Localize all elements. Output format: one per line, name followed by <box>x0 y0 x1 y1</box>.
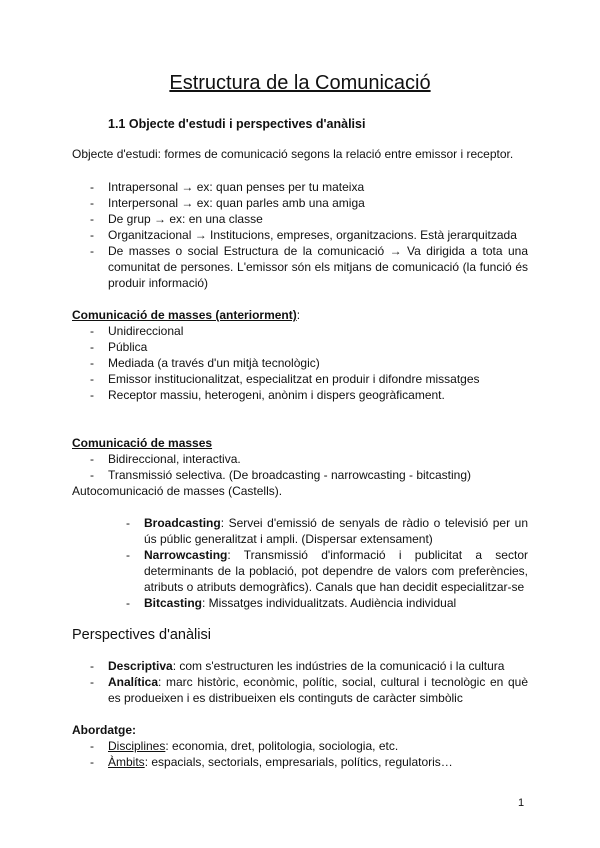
ambits-line <box>108 755 453 769</box>
broadcasting-line <box>144 516 528 530</box>
bullet-dash: - <box>90 356 94 370</box>
term-broadcasting: Broadcasting <box>144 516 221 530</box>
descriptiva-line <box>108 659 504 673</box>
heading-masses-anterior <box>72 308 300 322</box>
page-number: 1 <box>518 797 525 809</box>
ambits-def: : espacials, sectorials, empresarials, polítics, regulatoris… <box>144 755 453 769</box>
narrowcasting-def: : Transmissió d'informació i publicitat a sector <box>227 548 528 562</box>
bullet-dash: - <box>90 675 94 689</box>
narrowcasting-line: atributs o atributs demogràfics). Canals que han decidit especialitzar-se <box>144 580 525 594</box>
list-item: Mediada (a través d'un mitjà tecnològic) <box>108 356 320 370</box>
bullet-dash: - <box>90 755 94 769</box>
list-item: Unidireccional <box>108 324 184 338</box>
list-item: Transmissió selectiva. (De broadcasting - narrowcasting - bitcasting) <box>108 468 472 482</box>
list-item-line: De masses o social Estructura de la comunicació → Va dirigida a tota una <box>108 244 528 258</box>
term-disciplines: Disciplines <box>108 739 166 753</box>
term-analitica: Analítica <box>108 675 159 689</box>
list-item: Intrapersonal → ex: quan penses per tu mateixa <box>108 180 365 194</box>
list-item: Receptor massiu, heterogeni, anònim i dispers geogràficament. <box>108 388 445 402</box>
list-item-line: produir informació) <box>108 276 209 290</box>
term-narrowcasting: Narrowcasting <box>144 548 228 562</box>
list-item: Organitzacional → Institucions, empreses, organitzacions. Està jerarquitzada <box>108 228 517 242</box>
narrowcasting-line <box>144 548 528 562</box>
heading-abordatge: Abordatge: <box>72 723 136 737</box>
disciplines-line <box>108 739 398 753</box>
analitica-def: : marc històric, econòmic, polític, social, cultural i tecnològic en què <box>158 675 528 689</box>
bullet-dash: - <box>90 468 94 482</box>
list-item: Pública <box>108 340 148 354</box>
narrowcasting-line: determinants de la població, pot dependre de valors com preferències, <box>144 564 528 578</box>
bullet-dash: - <box>90 388 94 402</box>
bullet-dash: - <box>90 659 94 673</box>
objecte-text: Objecte d'estudi: formes de comunicació segons la relació entre emissor i receptor. <box>72 147 514 161</box>
bullet-dash: - <box>90 228 94 242</box>
bullet-dash: - <box>90 372 94 386</box>
heading-perspectives: Perspectives d'anàlisi <box>72 627 211 643</box>
bullet-dash: - <box>90 180 94 194</box>
bitcasting-def: : Missatges individualitzats. Audiència individual <box>202 596 457 610</box>
bitcasting-line <box>144 596 456 610</box>
document-title: Estructura de la Comunicació <box>169 72 431 94</box>
term-ambits: Àmbits <box>108 755 145 769</box>
broadcasting-def: : Servei d'emissió de senyals de ràdio o televisió per un <box>220 516 528 530</box>
list-item: De grup → ex: en una classe <box>108 212 263 226</box>
heading-suffix: : <box>296 308 301 322</box>
analitica-line <box>108 675 528 689</box>
list-item: Emissor institucionalitzat, especialitzat en produir i difondre missatges <box>108 372 480 386</box>
descriptiva-def: : com s'estructuren les indústries de la comunicació i la cultura <box>172 659 505 673</box>
list-item: Interpersonal → ex: quan parles amb una amiga <box>108 196 365 210</box>
bullet-dash: - <box>90 244 94 258</box>
bullet-dash: - <box>126 516 130 530</box>
bullet-dash: - <box>90 212 94 226</box>
broadcasting-line: ús públic generalitzat i ampli. (Dispersar extensament) <box>144 532 433 546</box>
list-item-line: comunitat de persones. L'emissor són els mitjans de comunicació (la funció és <box>108 260 528 274</box>
term-descriptiva: Descriptiva <box>108 659 173 673</box>
autocomunicacio-text: Autocomunicació de masses (Castells). <box>72 484 283 498</box>
bullet-dash: - <box>126 548 130 562</box>
bullet-dash: - <box>90 196 94 210</box>
heading-masses-actual: Comunicació de masses <box>72 436 213 450</box>
bullet-dash: - <box>126 596 130 610</box>
disciplines-def: : economia, dret, politologia, sociologia, etc. <box>165 739 399 753</box>
section-heading-1-1: 1.1 Objecte d'estudi i perspectives d'anàlisi <box>108 117 366 131</box>
bullet-dash: - <box>90 739 94 753</box>
list-item: Bidireccional, interactiva. <box>108 452 241 466</box>
heading-text: Comunicació de masses (anteriorment) <box>72 308 297 322</box>
bullet-dash: - <box>90 324 94 338</box>
bullet-dash: - <box>90 452 94 466</box>
analitica-line: es produeixen i es distribueixen els continguts de caràcter simbòlic <box>108 691 463 705</box>
bullet-dash: - <box>90 340 94 354</box>
term-bitcasting: Bitcasting <box>144 596 203 610</box>
